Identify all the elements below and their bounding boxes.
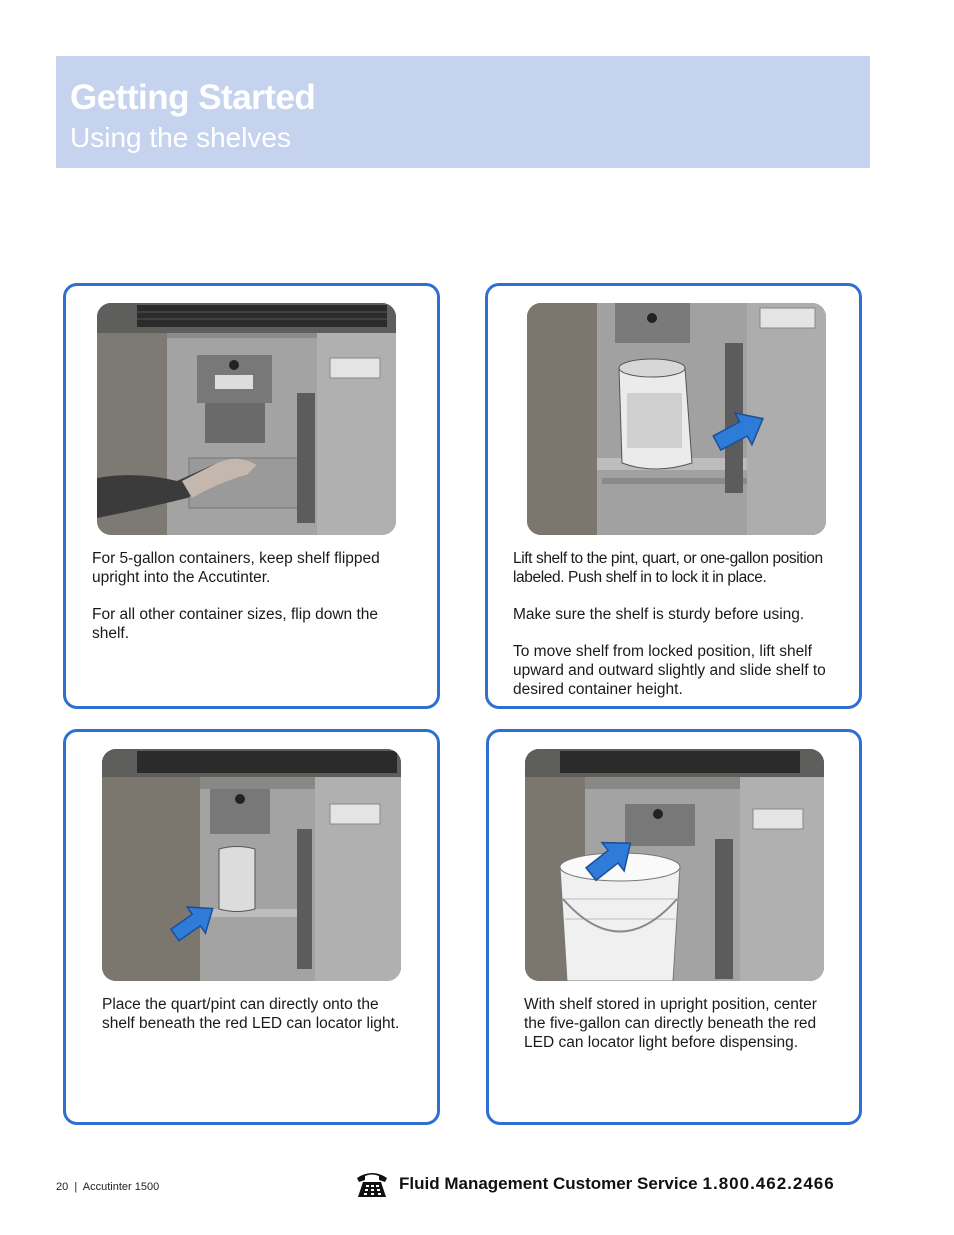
card-2-text-2: Make sure the shelf is sturdy before using. [513, 606, 805, 623]
customer-service-label: Fluid Management Customer Service [399, 1174, 698, 1193]
card-2-text-1: Lift shelf to the pint, quart, or one-gallon position labeled. Push shelf in to lock it in place. [513, 550, 823, 586]
photo-quart-on-shelf [102, 749, 401, 981]
photo-gallon-on-shelf [527, 303, 826, 535]
photo-shelf-flip-up [97, 303, 396, 535]
telephone-icon [355, 1169, 389, 1199]
card-1-text-2: For all other container sizes, flip down the shelf. [92, 606, 379, 642]
card-4-caption [524, 995, 824, 1070]
card-1-caption [92, 549, 412, 661]
product-name: Accutinter 1500 [82, 1181, 160, 1193]
customer-service-phone: 1.800.462.2466 [702, 1174, 835, 1193]
card-3-text-1: Place the quart/pint can directly onto the shelf beneath the red LED can locator light. [102, 996, 400, 1032]
page-title: Getting Started [70, 78, 316, 117]
page-header [56, 56, 870, 168]
page-number: 20 [56, 1181, 69, 1193]
page-subtitle: Using the shelves [70, 122, 292, 153]
customer-service [355, 1168, 835, 1200]
card-4-text-1: With shelf stored in upright position, center the five-gallon can directly beneath the red LED can locator light before dispensing. [524, 996, 817, 1051]
card-2-text-3: To move shelf from locked position, lift shelf upward and outward slightly and slide shelf to desired container height. [513, 643, 826, 698]
card-2-caption [513, 549, 843, 717]
photo-five-gallon-bucket [525, 749, 824, 981]
page-footer-info [56, 1181, 159, 1193]
footer-separator: | [74, 1181, 78, 1193]
card-1-text-1: For 5-gallon containers, keep shelf flipped upright into the Accutinter. [92, 550, 380, 586]
card-3-caption [102, 995, 412, 1051]
